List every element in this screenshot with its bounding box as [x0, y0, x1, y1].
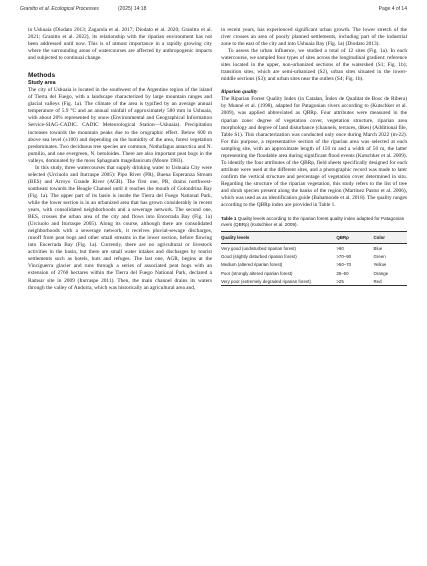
- cell-color: Blue: [373, 245, 383, 251]
- quality-levels-table: [221, 231, 407, 286]
- intro-paragraph-end: in Ushuaia (Diodato 2013; Zagarola et al. 2017; Diodato et al. 2020; Granitto et al. 2021; Granitto et al. 2022), its relationship with the riparian environment has not been addressed until now. This is of utmost importance in a rapidly growing city where the surrounding areas of watercourses are affected by anthropogenic impacts and subjected to continual change.: [28, 27, 212, 62]
- cell-color: Yellow: [373, 262, 387, 268]
- sampling-sites-paragraph: To assess the urban influence, we studied a total of 12 sites (Fig. 1a). In each watercourse, we sampled four types of sites across the longitudinal gradient: reference sites located in the upper, non-urbanized sections of the watershed (S1; Fig. 1b); transition sites, which are semi-urbanized (S2), urban sites situated in the lower-middle sections (S3); and urban sites near the outlets (S4; Fig. 1b).: [221, 48, 407, 83]
- header-quality-levels: Quality levels: [221, 232, 336, 244]
- cell-qbrp: 25–50: [336, 270, 349, 276]
- cell-color: Green: [373, 254, 386, 260]
- table-caption-text: Quality levels according to the riparian forest quality index adapted for Patagonian rivers (QBRp) (Kutschker et al. 2009).: [221, 216, 405, 227]
- table-row: [221, 261, 407, 269]
- cell-quality: Very good (undisturbed riparian forest): [221, 245, 296, 251]
- table-row: [221, 269, 407, 277]
- cell-qbrp: >90: [336, 245, 344, 251]
- watercourses-paragraph: In this study, three watercourses that supply drinking water to Ushuaia City were selected (Urciuolo and Iturraspe 2005): Pipo River (PR), Buena Esperanza Stream (BES) and Arroyo Grande River (AGR). The first one, PR, drains northwest-southeast towards the Beagle Channel until it reaches the mouth of Golondrina Bay (Fig. 1a). The upper part of its basin is inside the Tierra del Fuego National Park, while the lower section is in an urbanized area that has grown considerably in recent years, with consolidated neighborhoods and a sewerage network. The second one, BES, crosses the urban area of the city and flows into Encerrada Bay (Fig. 1a) (Urciuolo and Iturraspe 2005). Along its course, although there are consolidated neighborhoods with a sewerage network, it receives pluvial-sewage discharges, runoff from peat bogs and other small streams in the lower section, before flowing into Encerrada Bay (Fig. 1a). Currently, there are no agricultural or livestock activities in the basin, but there are small water intakes and discharges by tourist settlements such as hotels, huts and refuges. The last one, AGR, begins at the Vinciguerra glacier and runs through a series of associated peat bogs with an extension of 2760 hectares within the Tierra del Fuego National Park, declared a Ramsar site in 2009 (Iturraspe 2011). Then, the main channel drains its waters through the valley of Andorra, which was historically an agricultural area and,: [28, 164, 212, 291]
- header-qbrp: QBRp: [336, 232, 373, 244]
- study-area-heading: Study area: [28, 80, 56, 87]
- table-header-row: [221, 232, 407, 244]
- table-row: [221, 244, 407, 253]
- cell-quality: Good (slightly disturbed riparian forest): [221, 254, 297, 260]
- study-area-paragraph: The city of Ushuaia is located in the southwest of the Argentine region of the island of Tierra del Fuego, with a landscape characterized by large mountain ranges and glacial valleys (Fig. 1a). The climate of the area is typified by an average annual temperature of 5.9 °C and an annual rainfall of approximately 580 mm in Ushuaia, with about 20% represented by snow (Environmental and Geographical Information Service-SIAG-CADIC. CADIC Meteorological Station—Ushuaia). Precipitation increases towards the mountain peaks due to the orographic effect. Below 600 m above sea level (±100) and depending on the humidity of the area, forest vegetation predominates. Two deciduous tree species are common, Nothofagus antarctica and N. pumilio, and one evergreen, N. betuloides. There are also important peat bogs in the valleys, dominated by the moss Sphagnum magellanicum (Moore 1983).: [28, 87, 212, 164]
- cell-qbrp: >50–70: [336, 262, 352, 268]
- table-label: Table 1: [221, 216, 237, 222]
- table-row: [221, 253, 407, 261]
- urban-growth-paragraph: in recent years, has experienced significant urban growth. The lower stretch of the river crosses an area of poorly planned settlements, including part of the industrial zone to the east of the city and into Ushuaia Bay (Fig. 1a) (Diodato 2013).: [221, 27, 407, 48]
- methods-heading: Methods: [28, 72, 56, 80]
- cell-qbrp: >25: [336, 277, 373, 286]
- qbrp-method-paragraph: The Riparian Forest Quality Index (in Catalan, Índex de Qualitat de Bosc de Ribera) by Munné et al. (1998), adapted for Patagonian rivers according to (Kutschker et al. 2009), was applied abbreviated as QBRp. Four attributes were measured in the riparian zone: degree of vegetation cover, vegetation structure, riparian area morphology and degree of land disturbance (channels, terraces, dikes) (Additional file, Table S1). This characterization was conducted only once during March 2022 (m-22). For this purpose, a representative section of the riparian area was selected at each sampling site, with an approximate length of 150 m and a width of 50 m, the latter representing the floodable area during significant flood events (Kutschker et al. 2009). To identify the four attributes of the QBRp, field sheets specifically designed for each attribute were used at the different sites, and a photographic record was made to later confirm the vertical structure and percentage of vegetation cover determined in situ. Regarding the structure of the riparian vegetation, this study refers to the list of tree and shrub species present along the banks of the region (Martínez Pastur et al. 2006), which was used as an identification guide (Bahamonde et al. 2018). The quality ranges according to the QBRp index are provided in Table 1.: [221, 96, 407, 209]
- right-column: [221, 27, 407, 286]
- journal-name: Granitto et al. Ecological Processes: [20, 6, 99, 12]
- header-color: Color: [374, 232, 407, 244]
- running-header: [20, 6, 407, 16]
- cell-quality: Medium (altered riparian forest): [221, 262, 283, 268]
- cell-color: Orange: [373, 270, 389, 276]
- cell-quality: Poor (strongly altered riparian forest): [221, 270, 293, 276]
- table-row: [221, 277, 407, 286]
- page-number: Page 4 of 14: [378, 6, 407, 12]
- table-caption: [221, 216, 407, 227]
- cell-color: Red: [374, 277, 407, 286]
- table-1: [221, 216, 407, 286]
- volume-year: (2025) 14:18: [118, 6, 147, 12]
- riparian-quality-heading: Riparian quality: [221, 89, 258, 96]
- left-column: [28, 27, 212, 292]
- cell-qbrp: >70–90: [336, 254, 352, 260]
- cell-quality: Very poor (extremely degraded riparian forest): [221, 277, 336, 286]
